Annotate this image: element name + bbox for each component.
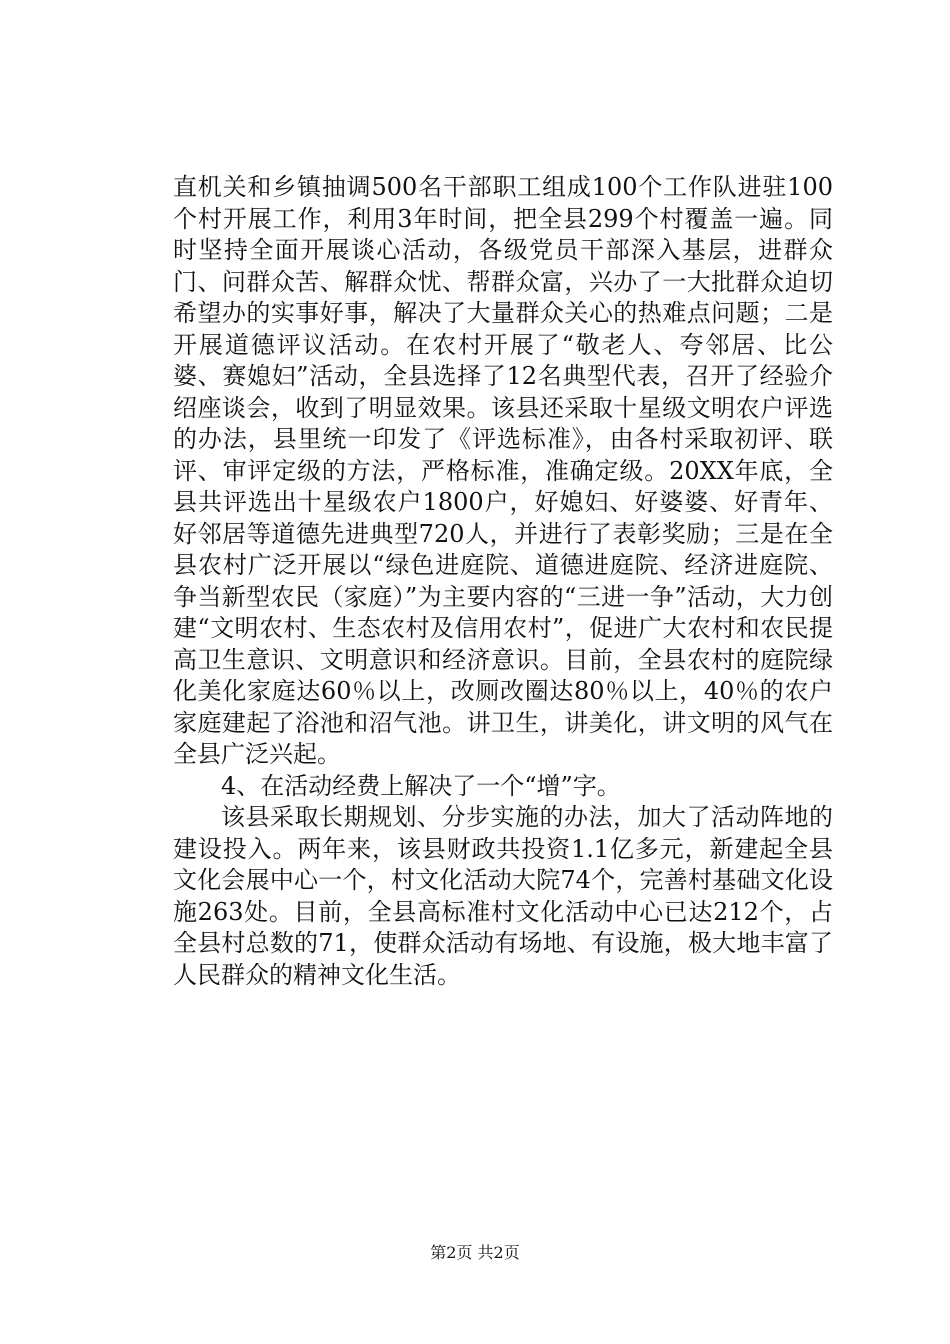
paragraph-section-heading: 4、在活动经费上解决了一个“增”字。	[221, 771, 621, 800]
page-footer: 第2页 共2页	[430, 1243, 520, 1262]
paragraph-continuation: 直机关和乡镇抽调500名干部职工组成100个工作队进驻100个村开展工作，利用3年时间，把全县299个村覆盖一遍。同时坚持全面开展谈心活动，各级党员干部深入基层，进群众门、问群众苦、解群众忧、帮群众富，兴办了一大批群众迫切希望办的实事好事，解决了大量群众关心的热难点问题；二是开展道德评议活动。在农村开展了“敬老人、夸邻居、比公婆、赛媳妇”活动，全县选择了12名典型代表，召开了经验介绍座谈会，收到了明显效果。该县还采取十星级文明农户评选的办法，县里统一印发了《评选标准》，由各村采取初评、联评、审评定级的方法，严格标准，准确定级。20XX年底，全县共评选出十星级农户1800户，好媳妇、好婆婆、好青年、好邻居等道德先进典型720人，并进行了表彰奖励；三是在全县农村广泛开展以“绿色进庭院、道德进庭院、经济进庭院、争当新型农民（家庭）”为主要内容的“三进一争”活动，大力创建“文明农村、生态农村及信用农村”，促进广大农村和农民提高卫生意识、文明意识和经济意识。目前，全县农村的庭院绿化美化家庭达60％以上，改厕改圈达80％以上，40％的农户家庭建起了浴池和沼气池。讲卫生，讲美化，讲文明的风气在全县广泛兴起。	[173, 173, 833, 768]
document-body	[173, 172, 833, 991]
paragraph-funding: 该县采取长期规划、分步实施的办法，加大了活动阵地的建设投入。两年来，该县财政共投资1.1亿多元，新建起全县文化会展中心一个，村文化活动大院74个，完善村基础文化设施263处。目前，全县高标准村文化活动中心已达212个，占全县村总数的71，使群众活动有场地、有设施，极大地丰富了人民群众的精神文化生活。	[173, 803, 833, 989]
